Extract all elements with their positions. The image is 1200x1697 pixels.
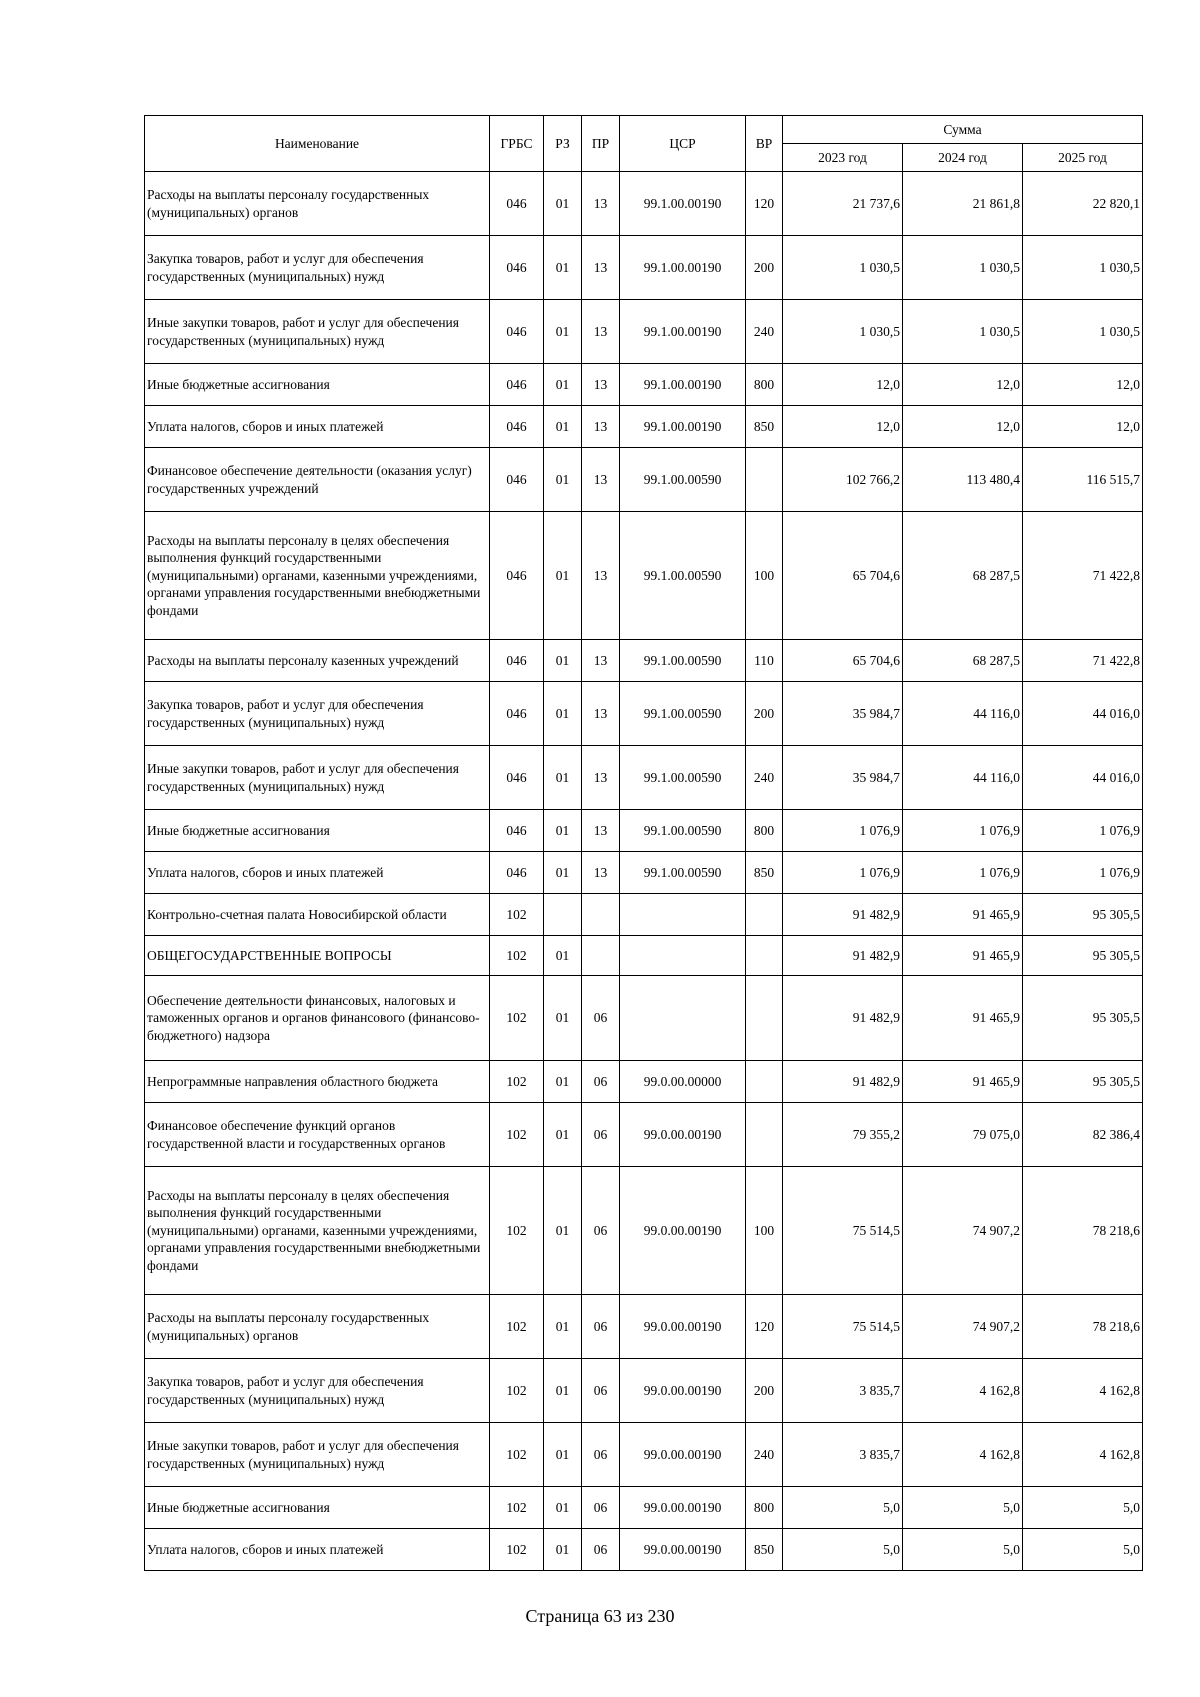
- cell-2024: 12,0: [903, 406, 1023, 448]
- cell-csr: 99.1.00.00190: [620, 364, 746, 406]
- cell-csr: 99.1.00.00590: [620, 810, 746, 852]
- table-row: [145, 682, 1143, 746]
- cell-name: Иные бюджетные ассигнования: [145, 810, 490, 852]
- cell-2023: 5,0: [783, 1487, 903, 1529]
- cell-2024: 68 287,5: [903, 640, 1023, 682]
- cell-2025: 1 030,5: [1023, 236, 1143, 300]
- cell-pr: 13: [582, 300, 620, 364]
- cell-pr: 06: [582, 1167, 620, 1295]
- cell-csr: [620, 936, 746, 976]
- cell-2025: 22 820,1: [1023, 172, 1143, 236]
- cell-pr: 06: [582, 1359, 620, 1423]
- table-row: [145, 936, 1143, 976]
- cell-rz: 01: [544, 1061, 582, 1103]
- cell-csr: 99.1.00.00590: [620, 682, 746, 746]
- cell-csr: 99.0.00.00190: [620, 1359, 746, 1423]
- header-year-2023: 2023 год: [783, 144, 903, 172]
- cell-grbs: 102: [490, 1529, 544, 1571]
- cell-grbs: 102: [490, 1103, 544, 1167]
- cell-rz: 01: [544, 1103, 582, 1167]
- cell-2025: 4 162,8: [1023, 1359, 1143, 1423]
- cell-name: Обеспечение деятельности финансовых, налоговых и таможенных органов и органов финансового (финансово-бюджетного) надзора: [145, 976, 490, 1061]
- header-rz: РЗ: [544, 116, 582, 172]
- cell-2024: 91 465,9: [903, 1061, 1023, 1103]
- cell-pr: 06: [582, 1061, 620, 1103]
- table-row: [145, 640, 1143, 682]
- table-body: [145, 172, 1143, 1571]
- cell-2024: 4 162,8: [903, 1423, 1023, 1487]
- cell-2023: 21 737,6: [783, 172, 903, 236]
- cell-vr: 850: [746, 1529, 783, 1571]
- table-row: [145, 746, 1143, 810]
- header-csr: ЦСР: [620, 116, 746, 172]
- cell-vr: 100: [746, 1167, 783, 1295]
- cell-grbs: 102: [490, 1295, 544, 1359]
- cell-2023: 35 984,7: [783, 746, 903, 810]
- cell-csr: 99.1.00.00190: [620, 406, 746, 448]
- header-year-2025: 2025 год: [1023, 144, 1143, 172]
- cell-csr: 99.1.00.00590: [620, 640, 746, 682]
- cell-grbs: 046: [490, 406, 544, 448]
- cell-vr: [746, 936, 783, 976]
- cell-name: Закупка товаров, работ и услуг для обеспечения государственных (муниципальных) нужд: [145, 1359, 490, 1423]
- cell-csr: 99.0.00.00190: [620, 1529, 746, 1571]
- cell-grbs: 102: [490, 1487, 544, 1529]
- cell-2024: 4 162,8: [903, 1359, 1023, 1423]
- cell-rz: 01: [544, 976, 582, 1061]
- cell-2023: 102 766,2: [783, 448, 903, 512]
- header-name: Наименование: [145, 116, 490, 172]
- cell-2023: 65 704,6: [783, 640, 903, 682]
- table-row: [145, 894, 1143, 936]
- header-year-2024: 2024 год: [903, 144, 1023, 172]
- cell-pr: [582, 936, 620, 976]
- cell-name: Непрограммные направления областного бюджета: [145, 1061, 490, 1103]
- cell-2024: 91 465,9: [903, 936, 1023, 976]
- table-row: [145, 1295, 1143, 1359]
- cell-vr: 120: [746, 172, 783, 236]
- cell-vr: 200: [746, 682, 783, 746]
- cell-2025: 5,0: [1023, 1529, 1143, 1571]
- cell-vr: 240: [746, 300, 783, 364]
- cell-name: Уплата налогов, сборов и иных платежей: [145, 852, 490, 894]
- cell-csr: 99.0.00.00190: [620, 1103, 746, 1167]
- cell-vr: 240: [746, 746, 783, 810]
- cell-grbs: 046: [490, 300, 544, 364]
- cell-2025: 95 305,5: [1023, 1061, 1143, 1103]
- cell-name: Иные закупки товаров, работ и услуг для обеспечения государственных (муниципальных) нужд: [145, 1423, 490, 1487]
- cell-2024: 68 287,5: [903, 512, 1023, 640]
- cell-pr: 13: [582, 172, 620, 236]
- table-row: [145, 1423, 1143, 1487]
- cell-2024: 5,0: [903, 1529, 1023, 1571]
- table-row: [145, 300, 1143, 364]
- cell-pr: 13: [582, 236, 620, 300]
- cell-csr: 99.1.00.00590: [620, 512, 746, 640]
- cell-2025: 44 016,0: [1023, 682, 1143, 746]
- cell-2023: 12,0: [783, 364, 903, 406]
- cell-2024: 44 116,0: [903, 746, 1023, 810]
- cell-pr: 06: [582, 1423, 620, 1487]
- cell-2023: 5,0: [783, 1529, 903, 1571]
- table-header: [145, 116, 1143, 172]
- cell-rz: 01: [544, 300, 582, 364]
- cell-2024: 91 465,9: [903, 894, 1023, 936]
- cell-2023: 91 482,9: [783, 894, 903, 936]
- cell-rz: 01: [544, 512, 582, 640]
- table-row: [145, 172, 1143, 236]
- cell-pr: 06: [582, 1295, 620, 1359]
- cell-pr: 13: [582, 640, 620, 682]
- cell-rz: 01: [544, 1529, 582, 1571]
- cell-2023: 35 984,7: [783, 682, 903, 746]
- cell-grbs: 102: [490, 1061, 544, 1103]
- cell-csr: 99.1.00.00590: [620, 448, 746, 512]
- cell-vr: [746, 1103, 783, 1167]
- cell-grbs: 046: [490, 364, 544, 406]
- cell-name: Иные бюджетные ассигнования: [145, 364, 490, 406]
- cell-vr: [746, 976, 783, 1061]
- cell-2024: 1 076,9: [903, 810, 1023, 852]
- cell-2024: 44 116,0: [903, 682, 1023, 746]
- cell-pr: 13: [582, 746, 620, 810]
- cell-grbs: 046: [490, 746, 544, 810]
- table-row: [145, 1359, 1143, 1423]
- cell-2023: 91 482,9: [783, 976, 903, 1061]
- cell-rz: 01: [544, 448, 582, 512]
- cell-pr: 13: [582, 852, 620, 894]
- cell-2024: 5,0: [903, 1487, 1023, 1529]
- cell-grbs: 046: [490, 512, 544, 640]
- cell-name: Иные бюджетные ассигнования: [145, 1487, 490, 1529]
- cell-2025: 71 422,8: [1023, 640, 1143, 682]
- cell-name: Расходы на выплаты персоналу в целях обеспечения выполнения функций государственными (муниципальными) органами, казенными учреждениями, органами управления государственными внебюджетными фондами: [145, 1167, 490, 1295]
- cell-name: Закупка товаров, работ и услуг для обеспечения государственных (муниципальных) нужд: [145, 236, 490, 300]
- table-row: [145, 852, 1143, 894]
- cell-2025: 1 076,9: [1023, 810, 1143, 852]
- cell-2025: 95 305,5: [1023, 894, 1143, 936]
- cell-2025: 12,0: [1023, 406, 1143, 448]
- cell-2023: 12,0: [783, 406, 903, 448]
- cell-grbs: 102: [490, 1423, 544, 1487]
- table-row: [145, 1167, 1143, 1295]
- cell-csr: 99.1.00.00190: [620, 300, 746, 364]
- cell-rz: [544, 894, 582, 936]
- cell-vr: 800: [746, 364, 783, 406]
- cell-2024: 1 030,5: [903, 300, 1023, 364]
- cell-2025: 78 218,6: [1023, 1295, 1143, 1359]
- cell-rz: 01: [544, 1295, 582, 1359]
- cell-2023: 1 076,9: [783, 810, 903, 852]
- cell-2023: 3 835,7: [783, 1423, 903, 1487]
- cell-name: ОБЩЕГОСУДАРСТВЕННЫЕ ВОПРОСЫ: [145, 936, 490, 976]
- cell-grbs: 102: [490, 1167, 544, 1295]
- cell-name: Контрольно-счетная палата Новосибирской области: [145, 894, 490, 936]
- cell-2025: 95 305,5: [1023, 936, 1143, 976]
- cell-rz: 01: [544, 1487, 582, 1529]
- cell-2024: 91 465,9: [903, 976, 1023, 1061]
- cell-vr: 100: [746, 512, 783, 640]
- cell-csr: 99.1.00.00590: [620, 852, 746, 894]
- cell-2023: 91 482,9: [783, 1061, 903, 1103]
- cell-2023: 65 704,6: [783, 512, 903, 640]
- cell-grbs: 102: [490, 1359, 544, 1423]
- cell-rz: 01: [544, 364, 582, 406]
- cell-vr: [746, 894, 783, 936]
- cell-rz: 01: [544, 236, 582, 300]
- cell-name: Расходы на выплаты персоналу государственных (муниципальных) органов: [145, 1295, 490, 1359]
- page-number: Страница 63 из 230: [525, 1606, 675, 1626]
- cell-vr: 850: [746, 852, 783, 894]
- cell-2024: 12,0: [903, 364, 1023, 406]
- cell-csr: 99.0.00.00190: [620, 1167, 746, 1295]
- cell-grbs: 102: [490, 936, 544, 976]
- header-pr: ПР: [582, 116, 620, 172]
- table-row: [145, 1487, 1143, 1529]
- cell-name: Расходы на выплаты персоналу казенных учреждений: [145, 640, 490, 682]
- cell-2025: 4 162,8: [1023, 1423, 1143, 1487]
- cell-rz: 01: [544, 1167, 582, 1295]
- cell-pr: 13: [582, 406, 620, 448]
- cell-pr: 13: [582, 810, 620, 852]
- cell-2024: 1 076,9: [903, 852, 1023, 894]
- cell-grbs: 102: [490, 894, 544, 936]
- cell-2025: 95 305,5: [1023, 976, 1143, 1061]
- cell-pr: 13: [582, 364, 620, 406]
- cell-2023: 3 835,7: [783, 1359, 903, 1423]
- cell-csr: 99.0.00.00190: [620, 1487, 746, 1529]
- cell-pr: [582, 894, 620, 936]
- cell-pr: 13: [582, 512, 620, 640]
- cell-vr: 850: [746, 406, 783, 448]
- cell-csr: 99.1.00.00590: [620, 746, 746, 810]
- cell-2025: 71 422,8: [1023, 512, 1143, 640]
- cell-rz: 01: [544, 936, 582, 976]
- cell-2025: 116 515,7: [1023, 448, 1143, 512]
- cell-grbs: 046: [490, 682, 544, 746]
- cell-2023: 75 514,5: [783, 1167, 903, 1295]
- table-row: [145, 512, 1143, 640]
- cell-grbs: 046: [490, 810, 544, 852]
- table-row: [145, 406, 1143, 448]
- cell-csr: 99.1.00.00190: [620, 172, 746, 236]
- cell-rz: 01: [544, 406, 582, 448]
- cell-name: Иные закупки товаров, работ и услуг для обеспечения государственных (муниципальных) нужд: [145, 746, 490, 810]
- cell-2023: 91 482,9: [783, 936, 903, 976]
- cell-rz: 01: [544, 640, 582, 682]
- cell-rz: 01: [544, 810, 582, 852]
- cell-2025: 1 030,5: [1023, 300, 1143, 364]
- cell-2025: 5,0: [1023, 1487, 1143, 1529]
- cell-pr: 06: [582, 1103, 620, 1167]
- cell-2024: 79 075,0: [903, 1103, 1023, 1167]
- table-row: [145, 1529, 1143, 1571]
- cell-vr: 800: [746, 810, 783, 852]
- cell-grbs: 046: [490, 236, 544, 300]
- cell-vr: 200: [746, 236, 783, 300]
- header-sum: Сумма: [783, 116, 1143, 144]
- cell-pr: 13: [582, 448, 620, 512]
- cell-name: Расходы на выплаты персоналу в целях обеспечения выполнения функций государственными (муниципальными) органами, казенными учреждениями, органами управления государственными внебюджетными фондами: [145, 512, 490, 640]
- cell-grbs: 046: [490, 640, 544, 682]
- cell-2024: 113 480,4: [903, 448, 1023, 512]
- cell-csr: [620, 894, 746, 936]
- cell-vr: [746, 448, 783, 512]
- header-grbs: ГРБС: [490, 116, 544, 172]
- cell-2023: 1 030,5: [783, 300, 903, 364]
- cell-grbs: 046: [490, 448, 544, 512]
- cell-pr: 06: [582, 1487, 620, 1529]
- cell-pr: 13: [582, 682, 620, 746]
- cell-2024: 21 861,8: [903, 172, 1023, 236]
- budget-table: [144, 115, 1143, 1571]
- cell-pr: 06: [582, 976, 620, 1061]
- cell-csr: 99.0.00.00190: [620, 1423, 746, 1487]
- cell-vr: 800: [746, 1487, 783, 1529]
- cell-name: Уплата налогов, сборов и иных платежей: [145, 406, 490, 448]
- cell-2023: 75 514,5: [783, 1295, 903, 1359]
- cell-vr: 240: [746, 1423, 783, 1487]
- cell-2025: 1 076,9: [1023, 852, 1143, 894]
- cell-2023: 1 030,5: [783, 236, 903, 300]
- cell-name: Финансовое обеспечение деятельности (оказания услуг) государственных учреждений: [145, 448, 490, 512]
- cell-vr: 200: [746, 1359, 783, 1423]
- cell-name: Закупка товаров, работ и услуг для обеспечения государственных (муниципальных) нужд: [145, 682, 490, 746]
- cell-2023: 79 355,2: [783, 1103, 903, 1167]
- cell-grbs: 102: [490, 976, 544, 1061]
- cell-2024: 74 907,2: [903, 1295, 1023, 1359]
- cell-name: Уплата налогов, сборов и иных платежей: [145, 1529, 490, 1571]
- cell-rz: 01: [544, 1423, 582, 1487]
- cell-2025: 82 386,4: [1023, 1103, 1143, 1167]
- cell-pr: 06: [582, 1529, 620, 1571]
- cell-name: Иные закупки товаров, работ и услуг для обеспечения государственных (муниципальных) нужд: [145, 300, 490, 364]
- cell-rz: 01: [544, 172, 582, 236]
- cell-grbs: 046: [490, 172, 544, 236]
- cell-2025: 78 218,6: [1023, 1167, 1143, 1295]
- cell-name: Финансовое обеспечение функций органов государственной власти и государственных органов: [145, 1103, 490, 1167]
- cell-vr: [746, 1061, 783, 1103]
- table-row: [145, 810, 1143, 852]
- table-row: [145, 1061, 1143, 1103]
- table-row: [145, 448, 1143, 512]
- cell-csr: 99.0.00.00190: [620, 1295, 746, 1359]
- cell-rz: 01: [544, 1359, 582, 1423]
- cell-2025: 12,0: [1023, 364, 1143, 406]
- cell-2024: 74 907,2: [903, 1167, 1023, 1295]
- cell-csr: [620, 976, 746, 1061]
- table-row: [145, 364, 1143, 406]
- cell-2023: 1 076,9: [783, 852, 903, 894]
- header-vr: ВР: [746, 116, 783, 172]
- cell-csr: 99.1.00.00190: [620, 236, 746, 300]
- cell-grbs: 046: [490, 852, 544, 894]
- cell-rz: 01: [544, 682, 582, 746]
- table-row: [145, 1103, 1143, 1167]
- cell-2025: 44 016,0: [1023, 746, 1143, 810]
- cell-name: Расходы на выплаты персоналу государственных (муниципальных) органов: [145, 172, 490, 236]
- cell-vr: 120: [746, 1295, 783, 1359]
- cell-rz: 01: [544, 746, 582, 810]
- cell-vr: 110: [746, 640, 783, 682]
- table-row: [145, 236, 1143, 300]
- cell-csr: 99.0.00.00000: [620, 1061, 746, 1103]
- cell-2024: 1 030,5: [903, 236, 1023, 300]
- cell-rz: 01: [544, 852, 582, 894]
- table-row: [145, 976, 1143, 1061]
